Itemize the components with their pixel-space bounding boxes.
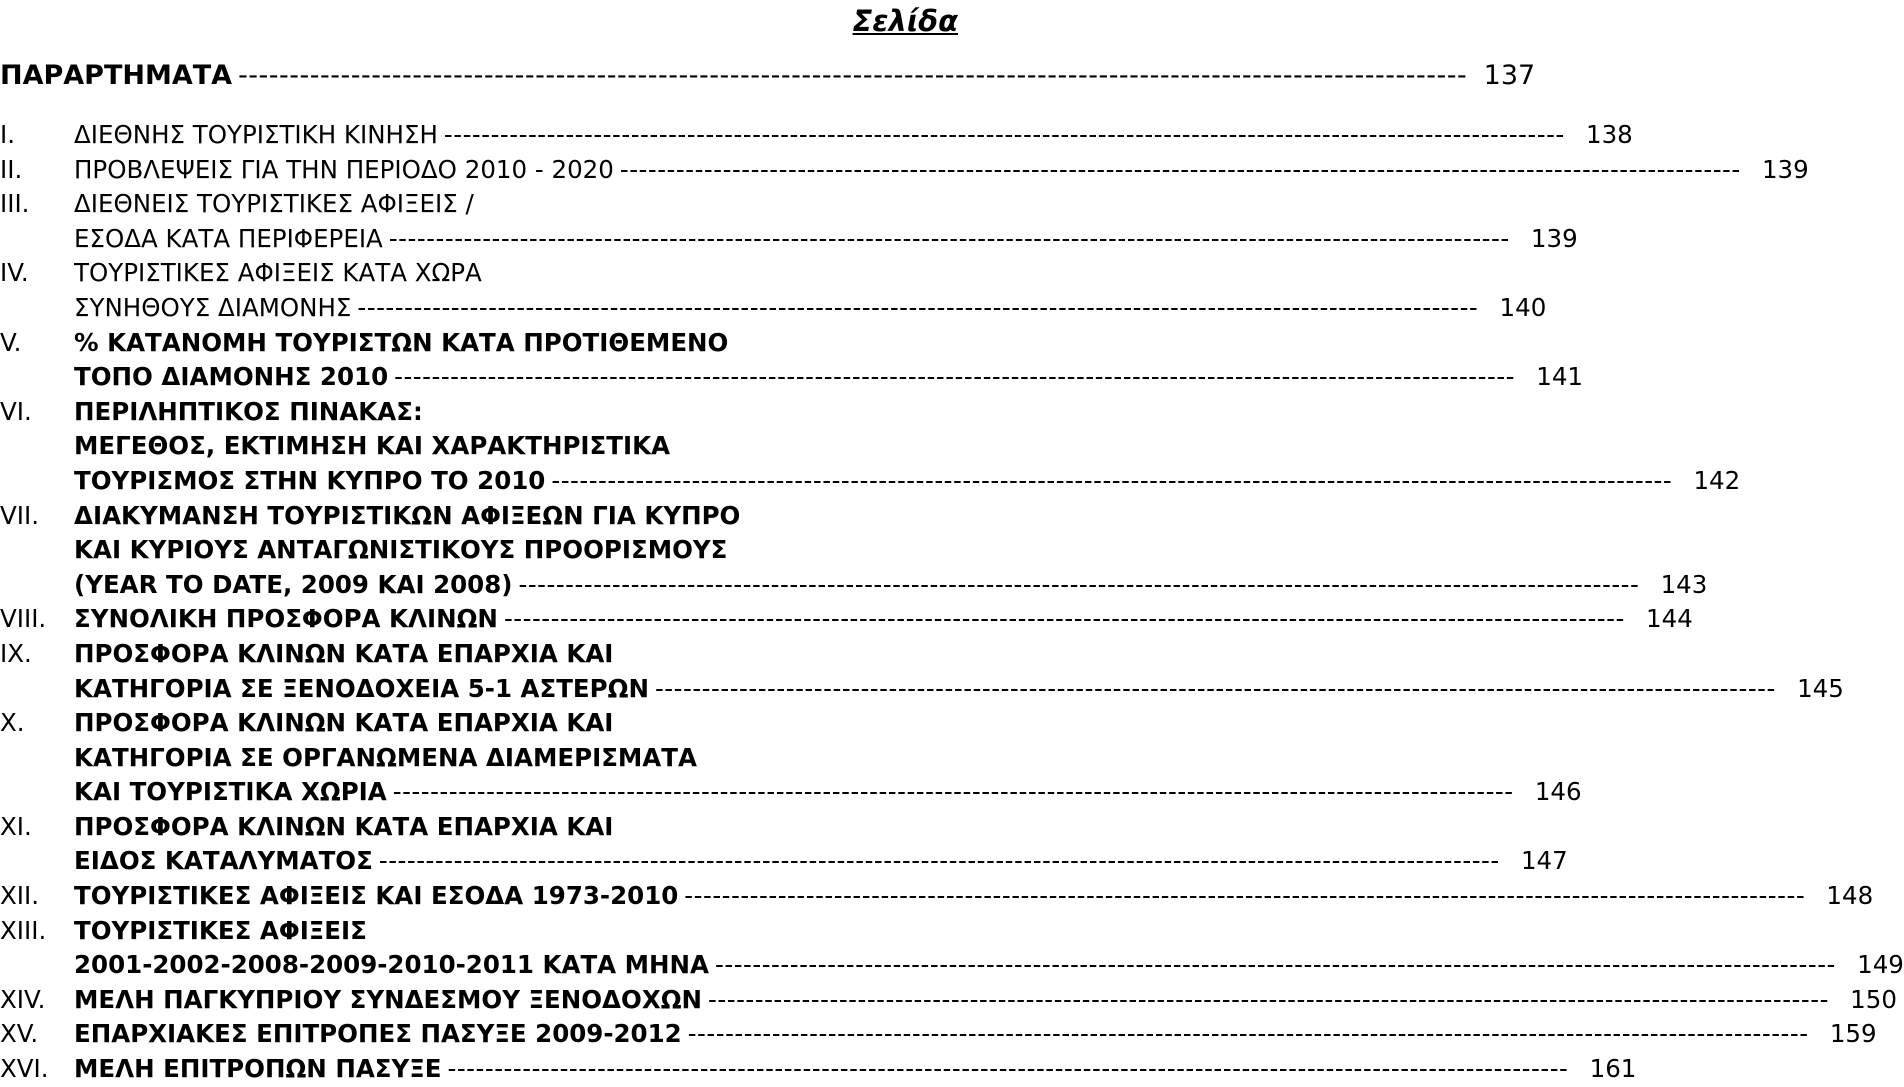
entry-title-line: ΣΥΝΗΘΟΥΣ ΔΙΑΜΟΝΗΣ [74,292,352,322]
toc-entry [0,395,1741,499]
entry-numeral: XVI. [0,1054,49,1084]
entry-body [74,879,1874,914]
entry-line [74,153,1809,188]
entry-page-number: 144 [1646,604,1693,634]
entry-title-line: ΜΕΓΕΘΟΣ, ΕΚΤΙΜΗΣΗ ΚΑΙ ΧΑΡΑΚΤΗΡΙΣΤΙΚΑ [74,431,671,461]
entry-page-number: 139 [1530,223,1578,253]
toc-entry [0,983,1897,1018]
entry-numeral: II. [0,154,23,184]
entry-body [74,602,1693,637]
appendix-heading [0,58,1536,94]
dot-leader: ------------------------------------------------------------------------------------------------------------------------ [503,604,1625,634]
entry-body [74,118,1633,153]
dot-leader: ------------------------------------------------------------------------------------------------------------------------ [518,569,1640,599]
entry-title-line: ΜΕΛΗ ΕΠΙΤΡΟΠΩΝ ΠΑΣΥΞΕ [74,1054,442,1084]
dot-leader: ------------------------------------------------------------------------------------------------------------------------ [619,154,1741,184]
entry-numeral: VI. [0,396,32,426]
entry-title-line: ΔΙΑΚΥΜΑΝΣΗ ΤΟΥΡΙΣΤΙΚΩΝ ΑΦΙΞΕΩΝ ΓΙΑ ΚΥΠΡΟ [74,500,741,530]
toc-entry [0,1017,1877,1052]
entry-line [74,844,1568,879]
dot-leader: ------------------------------------------------------------------------------------------------------------------------ [654,673,1776,703]
entry-page-number: 146 [1534,777,1582,807]
entry-line [74,706,930,741]
entry-body [74,256,1547,325]
entry-title-line: (YEAR TO DATE, 2009 ΚΑΙ 2008) [74,569,513,599]
entry-title-line: ΚΑΤΗΓΟΡΙΑ ΣΕ ΞΕΝΟΔΟΧΕΙΑ 5-1 ΑΣΤΕΡΩΝ [74,673,649,703]
entry-title-line: ΜΕΛΗ ΠΑΓΚΥΠΡΙΟΥ ΣΥΝΔΕΣΜΟΥ ΞΕΝΟΔΟΧΩΝ [74,984,703,1014]
page-column-label: Σελίδα [852,4,958,38]
entry-numeral: XIII. [0,915,47,945]
entry-body [74,326,1583,395]
entry-line [74,429,930,464]
entry-title-line: ΕΣΟΔΑ ΚΑΤΑ ΠΕΡΙΦΕΡΕΙΑ [74,223,383,253]
entry-page-number: 138 [1586,120,1633,149]
toc-entry [0,187,1578,256]
entry-line [74,1052,1637,1087]
toc-entry [0,1052,1637,1087]
entry-numeral: IV. [0,258,29,288]
entry-title-line: ΔΙΕΘΝΕΙΣ ΤΟΥΡΙΣΤΙΚΕΣ ΑΦΙΞΕΙΣ / [74,189,474,219]
entry-line [74,499,930,534]
entry-body [74,395,1741,499]
entry-page-number: 161 [1589,1054,1637,1084]
entry-line [74,741,930,776]
toc-entry [0,810,1568,879]
entry-body [74,914,1904,983]
entry-title-line: ΔΙΕΘΝΗΣ ΤΟΥΡΙΣΤΙΚΗ ΚΙΝΗΣΗ [74,120,438,149]
toc-entry [0,326,1583,395]
entry-body [74,1052,1637,1087]
entry-page-number: 149 [1857,950,1904,980]
dot-leader: ------------------------------------------------------------------------------------------------------------------------ [443,120,1565,149]
entry-numeral: XI. [0,811,32,841]
entry-numeral: XIV. [0,984,46,1014]
entry-line [74,914,930,949]
entry-numeral: V. [0,327,22,357]
dot-leader: ------------------------------------------------------------------------------------------------------------------------ [378,846,1500,876]
entry-line [74,637,930,672]
entry-title-line: ΠΡΟΣΦΟΡΑ ΚΛΙΝΩΝ ΚΑΤΑ ΕΠΑΡΧΙΑ ΚΑΙ [74,811,614,841]
entry-body [74,499,1708,603]
entry-title-line: ΤΟΥΡΙΣΜΟΣ ΣΤΗΝ ΚΥΠΡΟ ΤΟ 2010 [74,465,546,495]
appendix-page-number: 137 [1483,60,1536,91]
toc-entry [0,153,1809,188]
toc-entry [0,706,1582,810]
entry-body [74,637,1844,706]
toc-entry [0,256,1547,325]
dot-leader: ------------------------------------------------------------------------------------------------------------------------ [684,881,1806,911]
entry-title-line: ΣΥΝΟΛΙΚΗ ΠΡΟΣΦΟΡΑ ΚΛΙΝΩΝ [74,604,498,634]
toc-entry [0,879,1874,914]
entry-page-number: 147 [1520,846,1568,876]
entry-line [74,291,1547,326]
dot-leader: ------------------------------------------------------------------------------------------------------------------------ [394,362,1515,392]
entry-body [74,706,1582,810]
entry-page-number: 142 [1693,465,1741,495]
entry-numeral: VIII. [0,604,47,634]
entry-title-line: ΚΑΤΗΓΟΡΙΑ ΣΕ ΟΡΓΑΝΩΜΕΝΑ ΔΙΑΜΕΡΙΣΜΑΤΑ [74,742,697,772]
entry-page-number: 159 [1829,1019,1877,1049]
entry-numeral: III. [0,189,30,219]
toc-entry [0,602,1693,637]
entry-page-number: 141 [1536,362,1583,392]
entry-title-line: ΠΡΟΒΛΕΨΕΙΣ ΓΙΑ ΤΗΝ ΠΕΡΙΟΔΟ 2010 - 2020 [74,154,614,184]
toc-entry [0,118,1633,153]
entry-title-line: ΤΟΥΡΙΣΤΙΚΕΣ ΑΦΙΞΕΙΣ ΚΑΤΑ ΧΩΡΑ [74,258,482,288]
dot-leader: ------------------------------------------------------------------------------------------------------------------------ [357,292,1479,322]
entry-line [74,810,930,845]
appendix-title: ΠΑΡΑΡΤΗΜΑΤΑ [0,60,233,91]
entry-title-line: 2001-2002-2008-2009-2010-2011 ΚΑΤΑ ΜΗΝΑ [74,950,710,980]
entry-title-line: ΠΡΟΣΦΟΡΑ ΚΛΙΝΩΝ ΚΑΤΑ ΕΠΑΡΧΙΑ ΚΑΙ [74,638,614,668]
entry-line [74,672,1844,707]
entry-numeral: VII. [0,500,39,530]
entry-title-line: ΚΑΙ ΤΟΥΡΙΣΤΙΚΑ ΧΩΡΙΑ [74,777,387,807]
entry-title-line: ΠΡΟΣΦΟΡΑ ΚΛΙΝΩΝ ΚΑΤΑ ΕΠΑΡΧΙΑ ΚΑΙ [74,708,614,738]
entry-line [74,948,1904,983]
dot-leader: ------------------------------------------------------------------------------------------------------------------------ [392,777,1514,807]
entry-body [74,810,1568,879]
dot-leader: ------------------------------------------------------------------------------------------------------------------------ [238,60,1468,91]
entry-line [74,879,1874,914]
entry-title-line: ΤΟΥΡΙΣΤΙΚΕΣ ΑΦΙΞΕΙΣ ΚΑΙ ΕΣΟΔΑ 1973-2010 [74,881,679,911]
entry-title-line: ΚΑΙ ΚΥΡΙΟΥΣ ΑΝΤΑΓΩΝΙΣΤΙΚΟΥΣ ΠΡΟΟΡΙΣΜΟΥΣ [74,535,728,565]
entry-page-number: 145 [1797,673,1844,703]
table-of-contents [0,118,1904,1087]
entry-title-line: ΕΙΔΟΣ ΚΑΤΑΛΥΜΑΤΟΣ [74,846,373,876]
entry-page-number: 148 [1826,881,1874,911]
entry-line [74,256,930,291]
dot-leader: ------------------------------------------------------------------------------------------------------------------------ [388,223,1510,253]
entry-numeral: XII. [0,881,40,911]
toc-entry [0,637,1844,706]
entry-line [74,775,1582,810]
entry-line [74,533,930,568]
entry-line [74,360,1583,395]
entry-title-line: % ΚΑΤΑΝΟΜΗ ΤΟΥΡΙΣΤΩΝ ΚΑΤΑ ΠΡΟΤΙΘΕΜΕΝΟ [74,327,729,357]
entry-body [74,153,1809,188]
dot-leader: ------------------------------------------------------------------------------------------------------------------------ [551,465,1673,495]
entry-page-number: 139 [1761,154,1809,184]
entry-line [74,118,1633,153]
entry-line [74,326,930,361]
entry-line [74,222,1578,257]
entry-line [74,187,930,222]
entry-numeral: IX. [0,638,32,668]
entry-line [74,1017,1877,1052]
toc-entry [0,914,1904,983]
dot-leader: ------------------------------------------------------------------------------------------------------------------------ [447,1054,1569,1084]
entry-title-line: ΕΠΑΡΧΙΑΚΕΣ ΕΠΙΤΡΟΠΕΣ ΠΑΣΥΞΕ 2009-2012 [74,1019,682,1049]
entry-numeral: I. [0,120,16,149]
entry-line [74,464,1741,499]
entry-body [74,983,1897,1018]
entry-page-number: 150 [1850,984,1897,1014]
entry-title-line: ΤΟΥΡΙΣΤΙΚΕΣ ΑΦΙΞΕΙΣ [74,915,367,945]
dot-leader: ------------------------------------------------------------------------------------------------------------------------ [687,1019,1809,1049]
dot-leader: ------------------------------------------------------------------------------------------------------------------------ [708,984,1829,1014]
entry-numeral: XV. [0,1019,39,1049]
entry-line [74,602,1693,637]
entry-numeral: X. [0,708,25,738]
entry-line [74,983,1897,1018]
entry-page-number: 140 [1499,292,1547,322]
entry-body [74,187,1578,256]
entry-body [74,1017,1877,1052]
entry-title-line: ΤΟΠΟ ΔΙΑΜΟΝΗΣ 2010 [74,362,389,392]
entry-line [74,395,930,430]
entry-title-line: ΠΕΡΙΛΗΠΤΙΚΟΣ ΠΙΝΑΚΑΣ: [74,396,423,426]
entry-page-number: 143 [1660,569,1708,599]
toc-entry [0,499,1708,603]
dot-leader: ------------------------------------------------------------------------------------------------------------------------ [715,950,1836,980]
entry-line [74,568,1708,603]
